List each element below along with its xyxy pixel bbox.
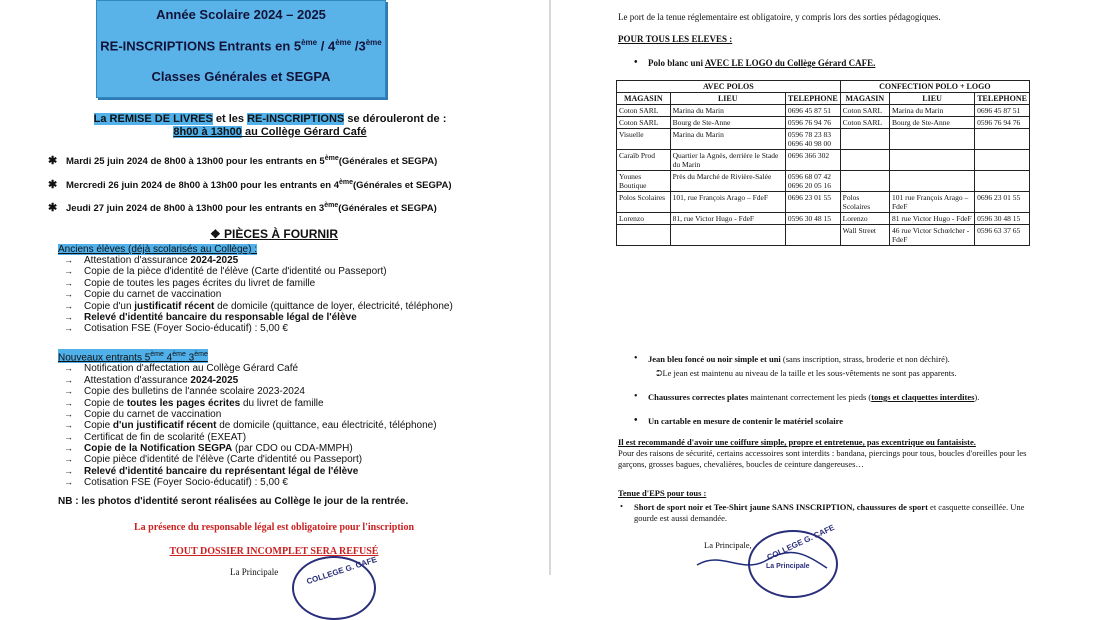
table-row — [617, 105, 1030, 117]
page-divider — [549, 0, 551, 575]
signature-scribble — [692, 550, 832, 575]
stamp-text: COLLEGE G. CAFE — [305, 554, 378, 587]
arrow-icon: → — [64, 374, 73, 385]
table-group-confection: CONFECTION POLO + LOGO — [840, 81, 1029, 93]
date-line-4eme: ✱ Mercredi 26 juin 2024 de 8h00 à 13h00 pour les entrants en 4ème(Générales et SEGPA) — [48, 179, 452, 192]
list-item: → Copie du carnet de vaccination — [64, 289, 222, 301]
list-item: → Copie de la pièce d'identité de l'élève (Carte d'identité ou Passeport) — [64, 266, 387, 278]
list-item: → Copie d'un justificatif récent de domicile (quittance de loyer, électricité, téléphone) — [64, 300, 453, 312]
table-row — [617, 213, 1030, 225]
arrow-icon: → — [64, 477, 73, 488]
nouveaux-list — [58, 363, 437, 488]
arrow-icon: → — [64, 277, 73, 288]
table-cell: 81 rue Victor Hugo - FdeF — [890, 213, 975, 225]
table-cell — [890, 129, 975, 150]
stamp-inner-text: La Principale — [766, 563, 810, 570]
table-cell — [975, 129, 1030, 150]
table-cell — [840, 150, 889, 171]
arrow-icon: → — [64, 300, 73, 311]
anciens-header: Anciens élèves (déjà scolarisés au Collège) : — [58, 244, 257, 255]
table-cell: Marina du Marin — [670, 105, 785, 117]
table-cell: Lorenzo — [617, 213, 671, 225]
pour-tous-heading: POUR TOUS LES ELEVES : — [618, 34, 733, 44]
date-line-5eme: ✱ Mardi 25 juin 2024 de 8h00 à 13h00 pour les entrants en 5ème(Générales et SEGPA) — [48, 155, 438, 168]
table-cell: 0696 45 87 51 — [975, 105, 1030, 117]
list-item: → Cotisation FSE (Foyer Socio-éducatif) : 5,00 € — [64, 323, 288, 335]
table-cell: Marina du Marin — [890, 105, 975, 117]
list-item: → Cotisation FSE (Foyer Socio-éducatif) : 5,00 € — [64, 477, 288, 489]
polo-item: • Polo blanc uni AVEC LE LOGO du Collège Gérard CAFE. — [634, 57, 876, 68]
recommendation-title: Il est recommandé d'avoir une coiffure simple, propre et entretenue, pas excentrique ou fantaisiste. — [618, 437, 976, 447]
table-cell — [670, 225, 785, 246]
table-cell: 0596 68 07 42 0696 20 05 16 — [785, 171, 840, 192]
table-cell: 0596 30 48 15 — [785, 213, 840, 225]
arrow-icon: → — [64, 323, 73, 334]
arrow-icon: → — [64, 266, 73, 277]
arrow-icon: → — [64, 311, 73, 322]
remise-paragraph: La REMISE DE LIVRES et les RE-INSCRIPTIONS se dérouleront de : 8h00 à 13h00 au Collège Gérard Café — [93, 113, 447, 138]
list-item: → Copie des bulletins de l'année scolaire 2023-2024 — [64, 386, 305, 398]
list-item: → Attestation d'assurance 2024-2025 — [64, 255, 239, 266]
table-cell: Lorenzo — [840, 213, 889, 225]
table-cell: Coton SARL — [617, 117, 671, 129]
table-body — [617, 105, 1030, 246]
nouveaux-section — [58, 349, 437, 489]
nb-note: NB : les photos d'identité seront réalisées au Collège le jour de la rentrée. — [58, 496, 409, 507]
arrow-icon: → — [64, 255, 73, 265]
table-row — [617, 171, 1030, 192]
table-cell: 0596 30 48 15 — [975, 213, 1030, 225]
list-item: → Relevé d'identité bancaire du représentant légal de l'élève — [64, 465, 359, 477]
arrow-icon: → — [64, 289, 73, 300]
right-page — [552, 0, 1100, 575]
table-cell: 0596 76 94 76 — [975, 117, 1030, 129]
table-cell: Coton SARL — [840, 117, 889, 129]
arrow-icon: → — [64, 443, 73, 454]
table-cell: 81, rue Victor Hugo - FdeF — [670, 213, 785, 225]
list-item: → Copie pièce d'identité de l'élève (Carte d'identité ou Passeport) — [64, 454, 363, 466]
table-cell: Coton SARL — [840, 105, 889, 117]
table-cell: Polos Scolaires — [840, 192, 889, 213]
presence-note: La présence du responsable légal est obligatoire pour l'inscription — [133, 522, 414, 533]
arrow-icon: → — [64, 454, 73, 465]
arrow-icon: → — [64, 363, 73, 374]
table-cell: 0596 78 23 83 0696 40 98 00 — [785, 129, 840, 150]
cartable-item: • Un cartable en mesure de contenir le matériel scolaire — [634, 415, 843, 426]
table-cell: 0596 76 94 76 — [785, 117, 840, 129]
table-cell — [890, 171, 975, 192]
table-cell: 0696 23 01 55 — [975, 192, 1030, 213]
table-cell: 0596 63 37 65 — [975, 225, 1030, 246]
tenue-intro: Le port de la tenue réglementaire est obligatoire, y compris lors des sorties pédagogiques. — [618, 12, 941, 22]
table-cell: Bourg de Ste-Anne — [670, 117, 785, 129]
principal-signature-label: La Principale, — [704, 540, 752, 550]
jean-item: • Jean bleu foncé ou noir simple et uni (sans inscription, strass, broderie et non déchiré). — [634, 353, 950, 364]
list-item: → Copie de la Notification SEGPA (par CDO ou CDA-MMPH) — [64, 443, 353, 455]
table-group-avec-polos: AVEC POLOS — [617, 81, 841, 93]
pieces-title: ❖ PIÈCES À FOURNIR — [209, 227, 339, 241]
table-cell: Wall Street — [840, 225, 889, 246]
list-item: → Copie du carnet de vaccination — [64, 408, 222, 420]
column-header: LIEU — [890, 93, 975, 105]
title-banner — [96, 0, 386, 98]
column-header: TELEPHONE — [975, 93, 1030, 105]
eps-item: • Short de sport noir et Tee-Shirt jaune SANS INSCRIPTION, chaussures de sport et casquette conseillée. Une gourde est aussi demandée. — [620, 501, 1025, 523]
list-item: → Certificat de fin de scolarité (EXEAT) — [64, 431, 247, 443]
list-item: → Relevé d'identité bancaire du responsable légal de l'élève — [64, 311, 357, 323]
table-cell: Younes Boutique — [617, 171, 671, 192]
table-row — [617, 150, 1030, 171]
table-cell — [890, 150, 975, 171]
table-column-headers — [617, 93, 1030, 105]
table-row — [617, 192, 1030, 213]
table-cell: Quartier la Agnès, derrière le Stade du Marin — [670, 150, 785, 171]
list-item: → Copie de toutes les pages écrites du livret de famille — [64, 397, 324, 409]
table-cell: 0696 45 87 51 — [785, 105, 840, 117]
classes-title: Classes Générales et SEGPA — [151, 69, 331, 84]
table-cell: 101 rue François Arago – FdeF — [890, 192, 975, 213]
incomplete-warning: TOUT DOSSIER INCOMPLET SERA REFUSÉ — [169, 546, 379, 557]
recommendation-body: Pour des raisons de sécurité, certains accessoires sont interdits : bandana, piercings pour tous, boucles d'oreilles pour les garçons, grosses bagues, chevalières, boucles de ceinture dangereuses… — [618, 448, 1027, 469]
table-row — [617, 117, 1030, 129]
table-cell: Visuelle — [617, 129, 671, 150]
stamp-text: COLLEGE G. CAFE — [765, 522, 836, 563]
column-header: MAGASIN — [840, 93, 889, 105]
recommendation — [618, 437, 1038, 470]
table-cell: Polos Scolaires — [617, 192, 671, 213]
table-cell — [785, 225, 840, 246]
table-row — [617, 225, 1030, 246]
principal-signature-label: La Principale — [230, 567, 279, 577]
table-cell: Marina du Marin — [670, 129, 785, 150]
table-cell — [975, 150, 1030, 171]
table-cell — [840, 129, 889, 150]
column-header: MAGASIN — [617, 93, 671, 105]
polo-shops-table — [616, 80, 1030, 246]
school-year-title: Année Scolaire 2024 – 2025 — [156, 7, 326, 22]
table-cell: Coton SARL — [617, 105, 671, 117]
list-item: → Copie d'un justificatif récent de domicile (quittance, eau électricité, téléphone) — [64, 420, 437, 432]
reinscription-title: RE-INSCRIPTIONS Entrants en 5ème / 4ème /3ème — [100, 38, 382, 54]
anciens-list — [58, 255, 453, 335]
anciens-section — [58, 244, 453, 335]
nouveaux-header: Nouveaux entrants 5ème 4ème 3ème — [58, 351, 208, 364]
eps-heading: Tenue d'EPS pour tous : — [618, 488, 707, 498]
list-item: → Notification d'affectation au Collège Gérard Café — [64, 363, 299, 375]
arrow-icon: → — [64, 397, 73, 408]
list-item: → Attestation d'assurance 2024-2025 — [64, 374, 239, 386]
arrow-icon: → — [64, 431, 73, 442]
table-cell: Caraïb Prod — [617, 150, 671, 171]
table-cell — [840, 171, 889, 192]
arrow-icon: → — [64, 465, 73, 476]
arrow-icon: → — [64, 420, 73, 431]
jean-note: ⮊Le jean est maintenu au niveau de la taille et les sous-vêtements ne sont pas apparents. — [656, 368, 957, 378]
arrow-icon: → — [64, 408, 73, 419]
table-cell — [617, 225, 671, 246]
column-header: LIEU — [670, 93, 785, 105]
table-row — [617, 129, 1030, 150]
table-cell — [975, 171, 1030, 192]
chaussures-item: • Chaussures correctes plates maintenant correctement les pieds (tongs et claquettes interdites). — [634, 391, 980, 402]
list-item: → Copie de toutes les pages écrites du livret de famille — [64, 277, 316, 289]
date-line-3eme: ✱ Jeudi 27 juin 2024 de 8h00 à 13h00 pour les entrants en 3ème(Générales et SEGPA) — [48, 202, 437, 215]
column-header: TELEPHONE — [785, 93, 840, 105]
table-cell: 0696 366 302 — [785, 150, 840, 171]
arrow-icon: → — [64, 386, 73, 397]
left-page — [0, 0, 548, 587]
table-cell: 0696 23 01 55 — [785, 192, 840, 213]
table-cell: 101, rue François Arago – FdeF — [670, 192, 785, 213]
table-cell: 46 rue Victor Schœlcher - FdeF — [890, 225, 975, 246]
table-cell: Bourg de Ste-Anne — [890, 117, 975, 129]
table-cell: Près du Marché de Rivière-Salée — [670, 171, 785, 192]
